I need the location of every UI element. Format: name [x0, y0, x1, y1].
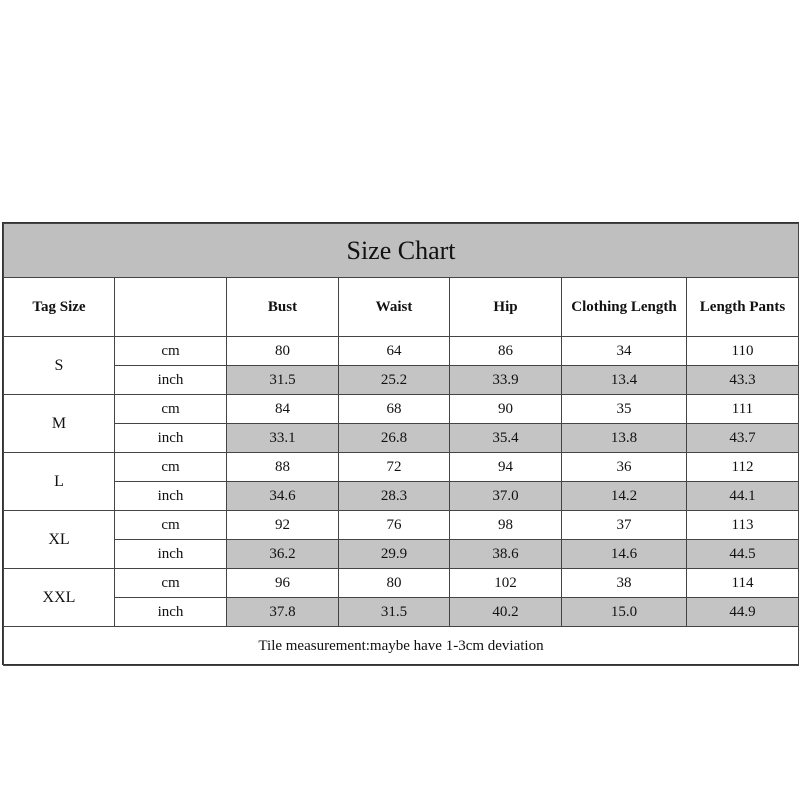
value-cell: 31.5 — [227, 366, 339, 395]
note-row — [4, 627, 799, 666]
size-row-inch — [4, 482, 799, 511]
value-cell: 96 — [227, 569, 339, 598]
value-cell: 44.1 — [687, 482, 799, 511]
value-cell: 94 — [450, 453, 562, 482]
size-row-cm — [4, 395, 799, 424]
unit-inch-cell: inch — [115, 598, 227, 627]
value-cell: 90 — [450, 395, 562, 424]
size-row-cm — [4, 453, 799, 482]
value-cell: 15.0 — [562, 598, 687, 627]
header-clothing-length: Clothing Length — [562, 278, 687, 337]
size-row-cm — [4, 337, 799, 366]
chart-title: Size Chart — [4, 224, 799, 278]
tag-size-cell: S — [4, 337, 115, 395]
value-cell: 13.8 — [562, 424, 687, 453]
value-cell: 35.4 — [450, 424, 562, 453]
value-cell: 98 — [450, 511, 562, 540]
value-cell: 34.6 — [227, 482, 339, 511]
value-cell: 68 — [339, 395, 450, 424]
value-cell: 86 — [450, 337, 562, 366]
value-cell: 14.2 — [562, 482, 687, 511]
unit-inch-cell: inch — [115, 424, 227, 453]
value-cell: 111 — [687, 395, 799, 424]
header-tag-size: Tag Size — [4, 278, 115, 337]
value-cell: 114 — [687, 569, 799, 598]
size-row-inch — [4, 540, 799, 569]
unit-cm-cell: cm — [115, 337, 227, 366]
value-cell: 80 — [339, 569, 450, 598]
value-cell: 43.3 — [687, 366, 799, 395]
value-cell: 25.2 — [339, 366, 450, 395]
size-row-inch — [4, 424, 799, 453]
tag-size-cell: M — [4, 395, 115, 453]
value-cell: 38.6 — [450, 540, 562, 569]
value-cell: 72 — [339, 453, 450, 482]
value-cell: 43.7 — [687, 424, 799, 453]
value-cell: 76 — [339, 511, 450, 540]
size-chart-table — [3, 223, 799, 666]
header-waist: Waist — [339, 278, 450, 337]
tag-size-cell: L — [4, 453, 115, 511]
size-row-inch — [4, 598, 799, 627]
header-unit — [115, 278, 227, 337]
value-cell: 44.9 — [687, 598, 799, 627]
value-cell: 113 — [687, 511, 799, 540]
value-cell: 88 — [227, 453, 339, 482]
size-chart — [2, 222, 799, 665]
unit-cm-cell: cm — [115, 569, 227, 598]
value-cell: 13.4 — [562, 366, 687, 395]
tag-size-cell: XL — [4, 511, 115, 569]
header-hip: Hip — [450, 278, 562, 337]
tag-size-cell: XXL — [4, 569, 115, 627]
value-cell: 26.8 — [339, 424, 450, 453]
value-cell: 33.1 — [227, 424, 339, 453]
value-cell: 44.5 — [687, 540, 799, 569]
value-cell: 64 — [339, 337, 450, 366]
value-cell: 31.5 — [339, 598, 450, 627]
value-cell: 35 — [562, 395, 687, 424]
value-cell: 84 — [227, 395, 339, 424]
size-row-inch — [4, 366, 799, 395]
value-cell: 112 — [687, 453, 799, 482]
unit-inch-cell: inch — [115, 540, 227, 569]
value-cell: 110 — [687, 337, 799, 366]
value-cell: 37.8 — [227, 598, 339, 627]
unit-cm-cell: cm — [115, 511, 227, 540]
size-row-cm — [4, 511, 799, 540]
value-cell: 14.6 — [562, 540, 687, 569]
value-cell: 36.2 — [227, 540, 339, 569]
value-cell: 40.2 — [450, 598, 562, 627]
unit-inch-cell: inch — [115, 366, 227, 395]
size-row-cm — [4, 569, 799, 598]
header-length-pants: Length Pants — [687, 278, 799, 337]
measurement-note: Tile measurement:maybe have 1-3cm deviation — [4, 627, 799, 666]
value-cell: 33.9 — [450, 366, 562, 395]
unit-inch-cell: inch — [115, 482, 227, 511]
unit-cm-cell: cm — [115, 395, 227, 424]
header-row — [4, 278, 799, 337]
value-cell: 29.9 — [339, 540, 450, 569]
value-cell: 38 — [562, 569, 687, 598]
header-bust: Bust — [227, 278, 339, 337]
value-cell: 37 — [562, 511, 687, 540]
value-cell: 36 — [562, 453, 687, 482]
value-cell: 37.0 — [450, 482, 562, 511]
value-cell: 80 — [227, 337, 339, 366]
value-cell: 92 — [227, 511, 339, 540]
value-cell: 34 — [562, 337, 687, 366]
value-cell: 28.3 — [339, 482, 450, 511]
value-cell: 102 — [450, 569, 562, 598]
unit-cm-cell: cm — [115, 453, 227, 482]
